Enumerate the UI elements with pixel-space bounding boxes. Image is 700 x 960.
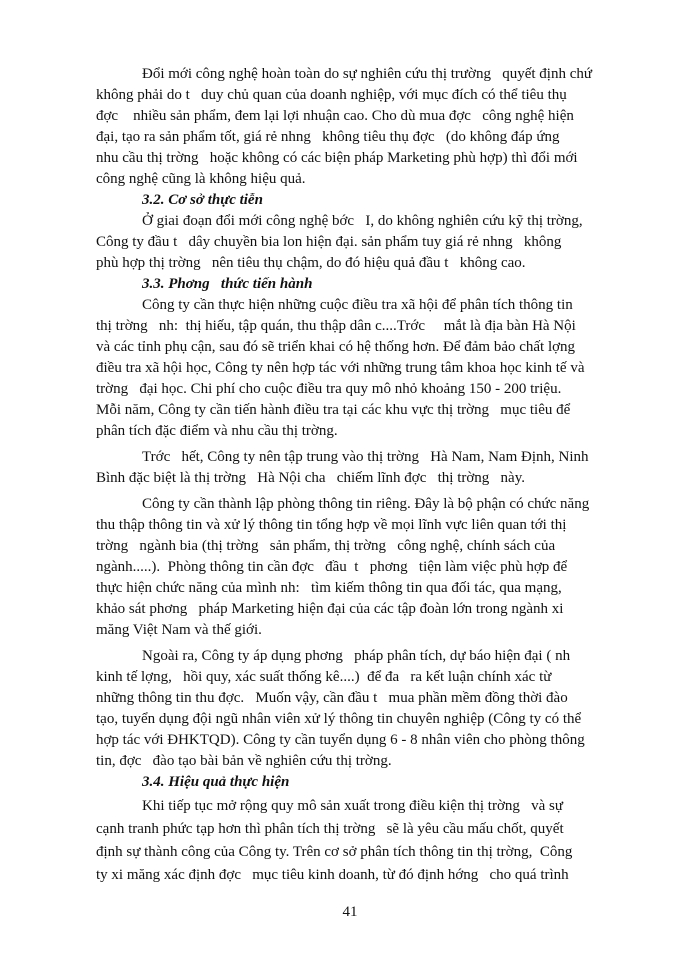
- text-line: không phải do t duy chủ quan của doanh nghiệp, với mục đích có thể tiêu thụ: [96, 87, 567, 103]
- text-line: và các tỉnh phụ cận, sau đó sẽ triển khai có hệ thống hơn. Để đảm bảo chất lợng: [96, 339, 576, 355]
- text-line: thực hiện chức năng của mình nh: tìm kiếm thông tin qua đối tác, qua mạng,: [96, 580, 562, 596]
- text-line: Khi tiếp tục mở rộng quy mô sản xuất trong điều kiện thị trờng và sự: [142, 798, 564, 814]
- text-line: thu thập thông tin và xử lý thông tin tổng hợp về mọi lĩnh vực liên quan tới thị: [96, 517, 567, 533]
- text-line: Ngoài ra, Công ty áp dụng phơng pháp phân tích, dự báo hiện đại ( nh: [142, 648, 571, 664]
- text-line: thị trờng nh: thị hiếu, tập quán, thu thập dân c....Trớc mắt là địa bàn Hà Nội: [96, 318, 576, 334]
- text-line: trờng đại học. Chi phí cho cuộc điều tra quy mô nhỏ khoảng 150 - 200 triệu.: [96, 381, 562, 397]
- page-number: 41: [342, 904, 358, 920]
- text-line: Ở giai đoạn đổi mới công nghệ bớc I, do không nghiên cứu kỹ thị trờng,: [142, 213, 583, 229]
- text-line: măng Việt Nam và thế giới.: [96, 622, 262, 638]
- section-heading: 3.4. Hiệu quả thực hiện: [142, 774, 290, 790]
- text-line: kinh tế lợng, hồi quy, xác suất thống kê....) để đa ra kết luận chính xác từ: [96, 669, 552, 685]
- section-heading: 3.2. Cơ sở thực tiễn: [142, 192, 263, 208]
- text-line: phù hợp thị trờng nên tiêu thụ chậm, do đó hiệu quả đầu t không cao.: [96, 255, 526, 271]
- text-line: định sự thành công của Công ty. Trên cơ sở phân tích thông tin thị trờng, Công: [96, 844, 573, 860]
- text-line: Công ty cần thực hiện những cuộc điều tra xã hội để phân tích thông tin: [142, 297, 573, 313]
- text-line: Trớc hết, Công ty nên tập trung vào thị trờng Hà Nam, Nam Định, Ninh: [142, 449, 589, 465]
- text-line: tạo, tuyển dụng đội ngũ nhân viên xử lý thông tin chuyên nghiệp (Công ty có thể: [96, 711, 582, 727]
- text-line: tin, đợc đào tạo bài bản về nghiên cứu thị trờng.: [96, 753, 392, 769]
- text-line: cạnh tranh phức tạp hơn thì phân tích thị trờng sẽ là yêu cầu mấu chốt, quyết: [96, 821, 564, 837]
- text-line: nhu cầu thị trờng hoặc không có các biện pháp Marketing phù hợp) thì đổi mới: [96, 150, 578, 166]
- section-heading: 3.3. Phơng thức tiến hành: [142, 276, 313, 292]
- text-line: Công ty đầu t dây chuyền bia lon hiện đại. sản phẩm tuy giá rẻ nhng không: [96, 234, 562, 250]
- text-line: ngành.....). Phòng thông tin cần đợc đầu t phơng tiện làm việc phù hợp để: [96, 559, 568, 575]
- text-line: đợc nhiều sản phẩm, đem lại lợi nhuận cao. Cho dù mua đợc công nghệ hiện: [96, 108, 574, 124]
- text-line: những thông tin thu đợc. Muốn vậy, cần đầu t mua phần mềm đồng thời đào: [96, 690, 568, 706]
- text-line: điều tra xã hội học, Công ty nên hợp tác với những trung tâm khoa học kinh tế và: [96, 360, 585, 376]
- text-line: ty xi măng xác định đợc mục tiêu kinh doanh, từ đó định hớng cho quá trình: [96, 867, 569, 883]
- text-line: phân tích đặc điểm và nhu cầu thị trờng.: [96, 423, 338, 439]
- text-line: trờng ngành bia (thị trờng sản phẩm, thị trờng công nghệ, chính sách của: [96, 538, 556, 554]
- text-line: đại, tạo ra sản phẩm tốt, giá rẻ nhng không tiêu thụ đợc (do không đáp ứng: [96, 129, 560, 145]
- text-line: công nghệ cũng là không hiệu quả.: [96, 171, 306, 187]
- text-line: Công ty cần thành lập phòng thông tin riêng. Đây là bộ phận có chức năng: [142, 496, 590, 512]
- text-line: khảo sát phơng pháp Marketing hiện đại của các tập đoàn lớn trong ngành xi: [96, 601, 564, 617]
- text-line: hợp tác với ĐHKTQD). Công ty cần tuyển dụng 6 - 8 nhân viên cho phòng thông: [96, 732, 585, 748]
- text-line: Đổi mới công nghệ hoàn toàn do sự nghiên cứu thị trường quyết định chứ: [142, 66, 592, 82]
- text-line: Mỗi năm, Công ty cần tiến hành điều tra tại các khu vực thị trờng mục tiêu để: [96, 402, 571, 418]
- text-line: Bình đặc biệt là thị trờng Hà Nội cha chiếm lĩnh đợc thị trờng này.: [96, 470, 525, 486]
